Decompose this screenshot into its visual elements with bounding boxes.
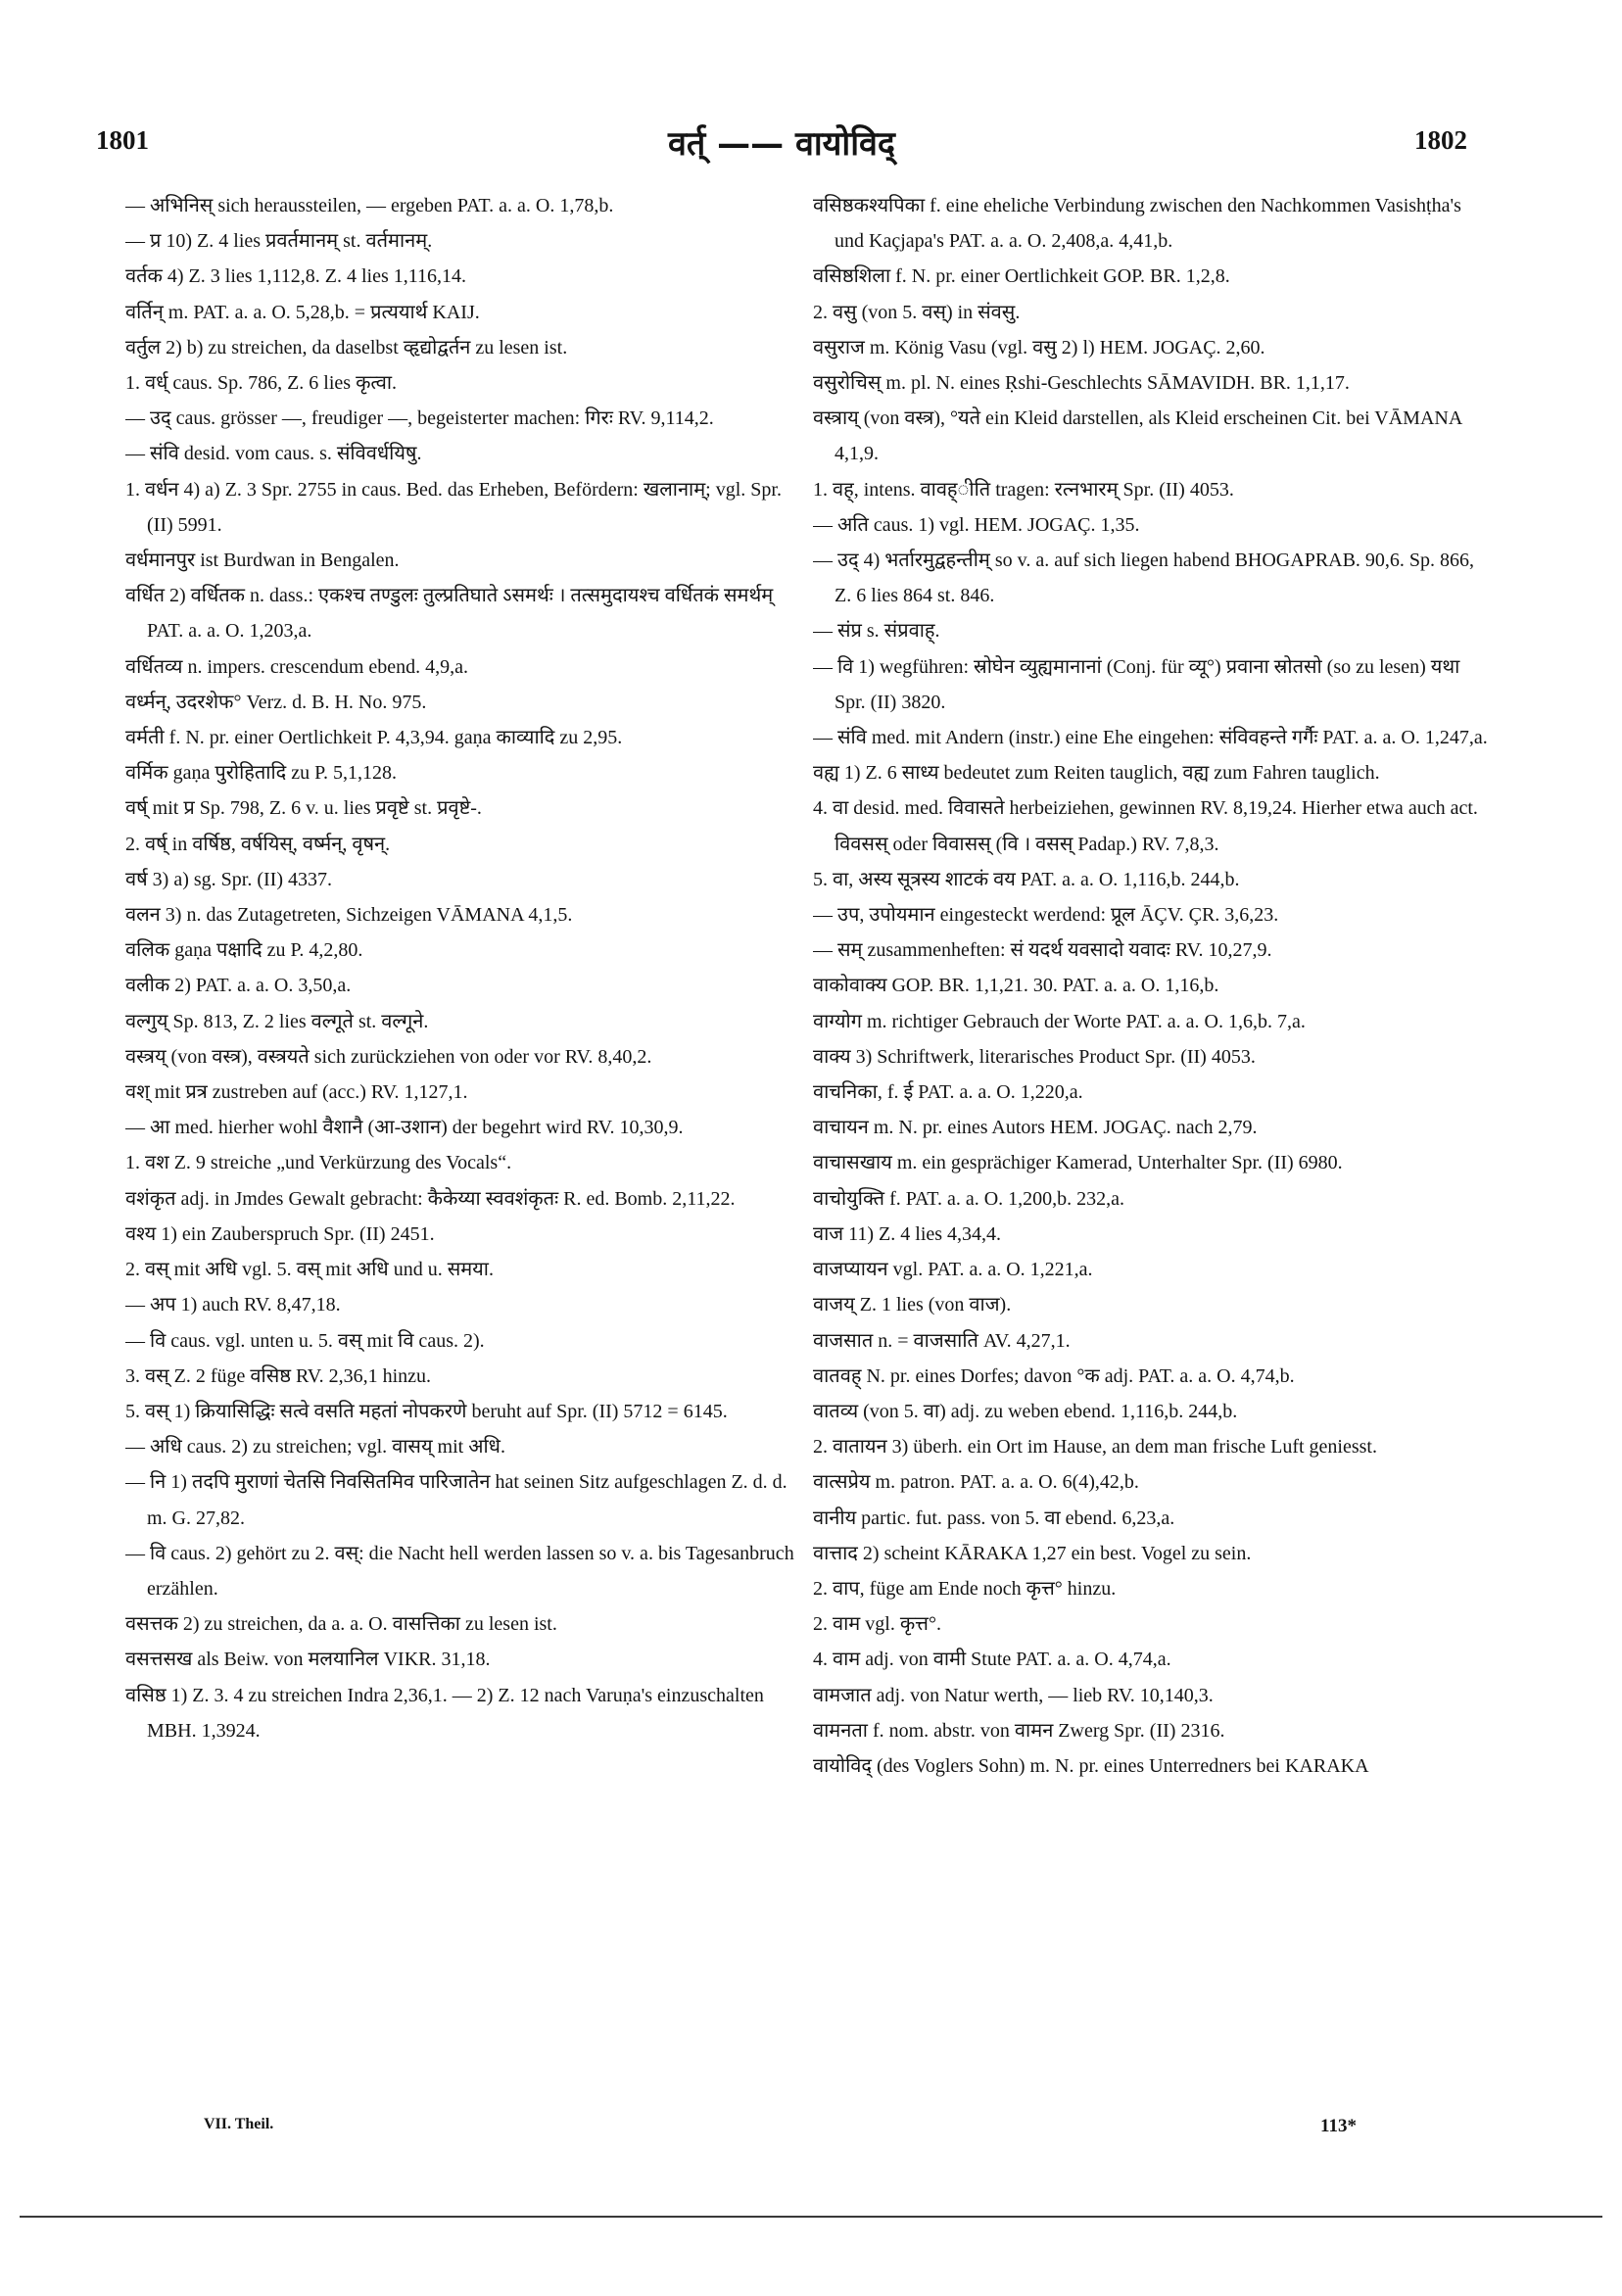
entry: वानीय partic. fut. pass. von 5. वा ebend. 6,23,a. [813,1507,1175,1529]
entry: वामनता f. nom. abstr. von वामन Zwerg Spr. (II) 2316. [813,1719,1225,1742]
entry: वसिष्ठ 1) Z. 3. 4 zu streichen Indra 2,36,1. — 2) Z. 12 nach Varuṇa's einzuschalten MBH. 1,3924. [125,1684,764,1742]
entry: वामजात adj. von Natur werth, — lieb RV. 10,140,3. [813,1684,1214,1706]
entry: वर्धितव्य n. impers. crescendum ebend. 4,9,a. [125,655,469,678]
entry: — अधि caus. 2) zu streichen; vgl. वासय् mit अधि. [125,1436,505,1459]
entry: 1. वर्धन 4) a) Z. 3 Spr. 2755 in caus. Bed. das Erheben, Befördern: खलानाम्; vgl. Spr. (II) 5991. [125,478,782,536]
entry: 1. वह्, intens. वावह्ीति tragen: रत्नभारम् Spr. (II) 4053. [813,478,1234,501]
entry: वलिक gaṇa पक्षादि zu P. 4,2,80. [125,939,363,962]
entry: वर्धमानपुर ist Burdwan in Bengalen. [125,550,400,572]
entry: वाकोवाक्य GOP. BR. 1,1,21. 30. PAT. a. a. O. 1,16,b. [813,975,1219,997]
bottom-rule [20,2216,1602,2218]
entry: — उप, उपोयमान eingesteckt werdend: प्रूल ĀÇV. ÇR. 3,6,23. [813,904,1279,927]
entry: वर्ष् mit प्र Sp. 798, Z. 6 v. u. lies प्रवृष्टे st. प्रवृष्टे-. [125,797,482,820]
entry: वाचासखाय m. ein gesprächiger Kamerad, Unterhalter Spr. (II) 6980. [813,1152,1343,1174]
entry: 5. वस् 1) क्रियासिद्धिः सत्वे वसति महतां नोपकरणे beruht auf Spr. (II) 5712 = 6145. [125,1400,728,1422]
entry: वाग्योग m. richtiger Gebrauch der Worte PAT. a. a. O. 1,6,b. 7,a. [813,1010,1306,1032]
entry: वर्तुल 2) b) zu streichen, da daselbst व्हृद्योद्वर्तन zu lesen ist. [125,336,568,359]
entry: वश्य 1) ein Zauberspruch Spr. (II) 2451. [125,1222,435,1245]
entry: वायोविद् (des Voglers Sohn) m. N. pr. eines Unterredners bei KARAKA [813,1754,1369,1777]
entry: 2. वाम vgl. कृत्त°. [813,1613,941,1636]
entry: — संप्र s. संप्रवाह्. [813,620,940,643]
entry: वर्तिन् m. PAT. a. a. O. 5,28,b. = प्रत्ययार्थ KAIJ. [125,301,480,323]
entry: — संवि desid. vom caus. s. संविवर्धयिषु. [125,443,422,465]
entry: वसिष्ठकश्यपिका f. eine eheliche Verbindung zwischen den Nachkommen Vasishṭha's und Kaçjapa's PAT. a. a. O. 2,408,a. 4,41,b. [813,195,1461,253]
entry: वस्त्रय् (von वस्त्र), वस्त्रयते sich zurückziehen von oder vor RV. 8,40,2. [125,1045,652,1068]
entry: — नि 1) तदपि मुराणां चेतसि निवसितमिव पारिजातेन hat seinen Sitz aufgeschlagen Z. d. d. m. G. 27,82. [125,1471,787,1529]
entry: — वि 1) wegführen: स्रोघेन व्युह्यमानानां (Conj. für व्यू°) प्रवाना स्रोतसो (so zu lesen) यथा Spr. (II) 3820. [813,655,1460,713]
entry: वर्ष 3) a) sg. Spr. (II) 4337. [125,868,332,890]
entry: वर्मिक gaṇa पुरोहितादि zu P. 5,1,128. [125,762,398,785]
entry: वाजप्यायन vgl. PAT. a. a. O. 1,221,a. [813,1259,1093,1281]
entry: वात्सप्रेय m. patron. PAT. a. a. O. 6(4),42,b. [813,1471,1139,1494]
entry: वाज 11) Z. 4 lies 4,34,4. [813,1222,1002,1245]
entry: 2. वस् mit अधि vgl. 5. वस् mit अधि und u. समया. [125,1259,494,1281]
entry: वर्धित 2) वर्धितक n. dass.: एकश्च तण्डुलः तुल्प्रतिघाते ऽसमर्थः । तत्समुदायश्च वर्धितकं समर्थम् PAT. a. a. O. 1,203,a. [125,585,774,643]
entry: वसत्तसख als Beiw. von मलयानिल VIKR. 31,18. [125,1649,491,1671]
entry: वर्ध्मन्, उदरशेफ° Verz. d. B. H. No. 975. [125,691,427,713]
entry: — उद् 4) भर्तारमुद्वहन्तीम् so v. a. auf sich liegen habend BHOGAPRAB. 90,6. Sp. 866, Z. 6 lies 864 st. 846. [813,550,1475,607]
entry: — प्र 10) Z. 4 lies प्रवर्तमानम् st. वर्तमानम्. [125,230,433,253]
entry: वातव्य (von 5. वा) adj. zu weben ebend. 1,116,b. 244,b. [813,1400,1238,1422]
entry: — वि caus. 2) gehört zu 2. वस्: die Nacht hell werden lassen so v. a. bis Tagesanbruch erzählen. [125,1542,794,1600]
page-number-right: 1802 [1414,125,1467,155]
entry: — वि caus. vgl. unten u. 5. वस् mit वि caus. 2). [125,1329,485,1352]
entry: — संवि med. mit Andern (instr.) eine Ehe eingehen: संविवहन्ते गर्गैः PAT. a. a. O. 1,247,a. [813,727,1488,749]
entry: 5. वा, अस्य सूत्रस्य शाटकं वय PAT. a. a. O. 1,116,b. 244,b. [813,868,1240,890]
entry: वस्त्राय् (von वस्त्र), °यते ein Kleid darstellen, als Kleid erscheinen Cit. bei VĀMANA 4,1,9. [813,407,1462,465]
entry: वल्गुय् Sp. 813, Z. 2 lies वल्गूते st. वल्गूने. [125,1010,429,1032]
entry: वसिष्ठशिला f. N. pr. einer Oertlichkeit GOP. BR. 1,2,8. [813,265,1230,288]
entry: वसुराज m. König Vasu (vgl. वसु 2) l) HEM. JOGAÇ. 2,60. [813,336,1265,359]
entry: — अति caus. 1) vgl. HEM. JOGAÇ. 1,35. [813,513,1140,536]
entry: वश् mit प्रत्र zustreben auf (acc.) RV. 1,127,1. [125,1081,468,1104]
entry: 1. वश Z. 9 streiche „und Verkürzung des Vocals“. [125,1152,512,1174]
entry: वात्ताद 2) scheint KĀRAKA 1,27 ein best. Vogel zu sein. [813,1542,1252,1564]
left-column [125,188,801,2088]
entry: — उद् caus. grösser —, freudiger —, begeisterter machen: गिरः RV. 9,114,2. [125,407,714,430]
entry: वसत्तक 2) zu streichen, da a. a. O. वासत्तिका zu lesen ist. [125,1613,557,1636]
entry: वाजय् Z. 1 lies (von वाज). [813,1294,1012,1316]
entry: 2. वसु (von 5. वस्) in संवसु. [813,301,1021,323]
page-number-left: 1801 [96,125,149,155]
entry: वर्तक 4) Z. 3 lies 1,112,8. Z. 4 lies 1,116,14. [125,265,467,288]
entry: वाक्य 3) Schriftwerk, literarisches Product Spr. (II) 4053. [813,1045,1256,1068]
entry: वर्मती f. N. pr. einer Oertlichkeit P. 4,3,94. gaṇa काव्यादि zu 2,95. [125,727,623,749]
entry: वलीक 2) PAT. a. a. O. 3,50,a. [125,975,352,997]
entry: वलन 3) n. das Zutagetreten, Sichzeigen VĀMANA 4,1,5. [125,904,573,927]
entry: — अभिनिस् sich heraussteilen, — ergeben PAT. a. a. O. 1,78,b. [125,195,614,216]
entry: — अप 1) auch RV. 8,47,18. [125,1294,341,1316]
footer-volume: VII. Theil. [204,2116,274,2132]
entry: 4. वाम adj. von वामी Stute PAT. a. a. O. 4,74,a. [813,1649,1171,1671]
entry: 4. वा desid. med. विवासते herbeiziehen, gewinnen RV. 8,19,24. Hierher etwa auch act. विवसस् oder विवासस् (वि । वसस् Padap.) RV. 7,8,3. [813,797,1478,855]
entry: 2. वर्ष् in वर्षिष्ठ, वर्षयिस्, वर्ष्मन्, वृषन्. [125,833,391,855]
entry: वाचनिका, f. ई PAT. a. a. O. 1,220,a. [813,1081,1083,1104]
entry: वाचायन m. N. pr. eines Autors HEM. JOGAÇ. nach 2,79. [813,1117,1258,1139]
entry: वसुरोचिस् m. pl. N. eines Ṛshi-Geschlechts SĀMAVIDH. BR. 1,1,17. [813,372,1350,395]
entry: वातवह् N. pr. eines Dorfes; davon °क adj. PAT. a. a. O. 4,74,b. [813,1364,1295,1387]
right-column [813,188,1489,2088]
page-header [96,125,1467,168]
entry: वशंकृत adj. in Jmdes Gewalt gebracht: कैकेय्या स्ववशंकृतः R. ed. Bomb. 2,11,22. [125,1187,736,1210]
entry: वह्य 1) Z. 6 साध्य bedeutet zum Reiten tauglich, वह्य zum Fahren tauglich. [813,762,1380,785]
entry: — आ med. hierher wohl वैशानै (आ-उशान) der begehrt wird RV. 10,30,9. [125,1117,684,1139]
entry: 1. वर्ध् caus. Sp. 786, Z. 6 lies कृत्वा. [125,372,398,395]
entry: वाजसात n. = वाजसाति AV. 4,27,1. [813,1329,1071,1352]
entry: वाचोयुक्ति f. PAT. a. a. O. 1,200,b. 232,a. [813,1187,1125,1210]
footer-signature: 113* [1320,2116,1357,2136]
entry: 3. वस् Z. 2 füge वसिष्ठ RV. 2,36,1 hinzu. [125,1364,432,1387]
running-title: वर्त् —— वायोविद् [668,124,895,164]
entry: 2. वातायन 3) überh. ein Ort im Hause, an dem man frische Luft geniesst. [813,1436,1377,1459]
entry: — सम् zusammenheften: सं यदर्थ यवसादो यवादः RV. 10,27,9. [813,939,1272,962]
entry: 2. वाप, füge am Ende noch कृत्त° hinzu. [813,1577,1117,1600]
